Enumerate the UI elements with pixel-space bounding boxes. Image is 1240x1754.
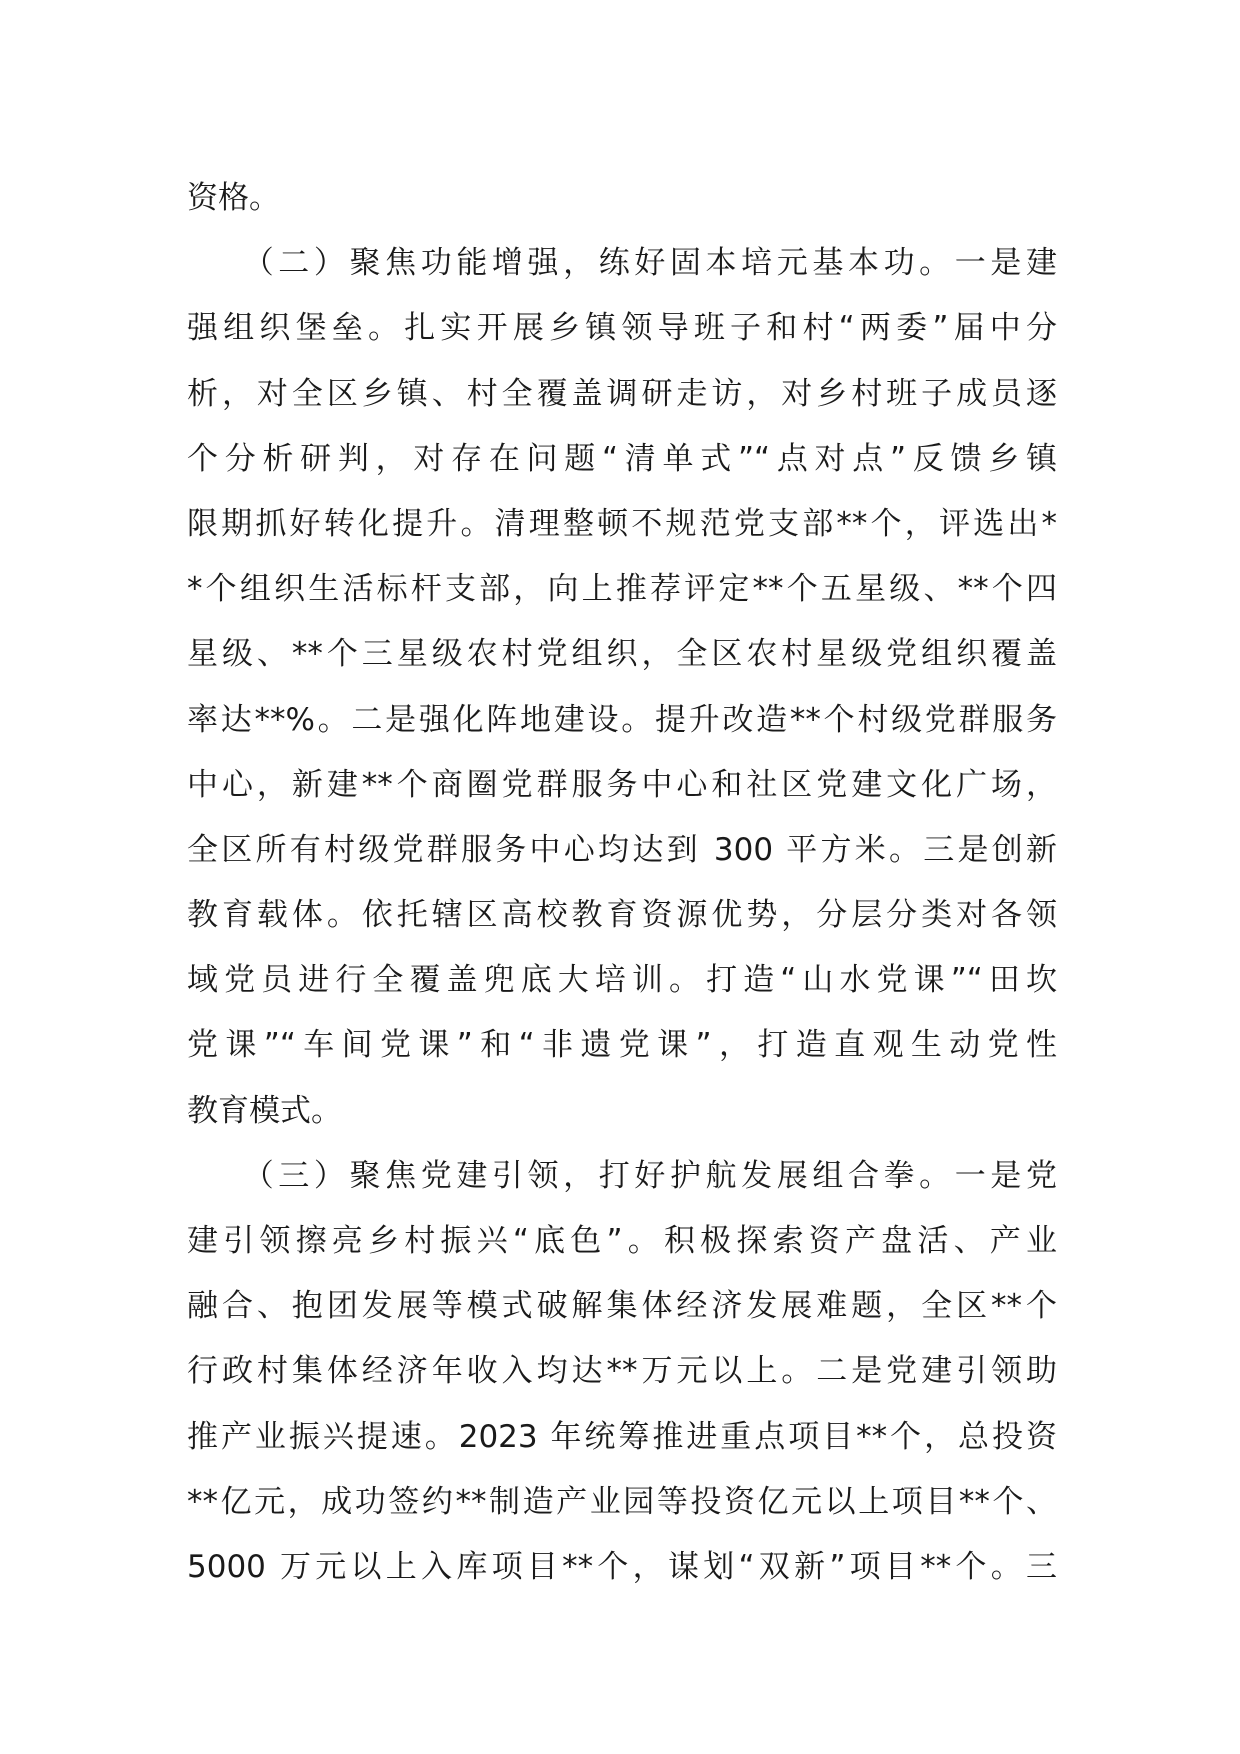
text-line: 中心，新建**个商圈党群服务中心和社区党建文化广场， bbox=[187, 766, 1057, 803]
text-line: 资格。 bbox=[187, 180, 280, 216]
text-line: 推产业振兴提速。2023 年统筹推进重点项目**个，总投资 bbox=[187, 1418, 1057, 1455]
text-line: 个分析研判，对存在问题“清单式”“点对点”反馈乡镇 bbox=[187, 440, 1057, 477]
text-line: 域党员进行全覆盖兜底大培训。打造“山水党课”“田坎 bbox=[187, 962, 1057, 999]
text-line: 限期抓好转化提升。清理整顿不规范党支部**个，评选出* bbox=[187, 505, 1057, 542]
text-line: 党课”“车间党课”和“非遗党课”，打造直观生动党性 bbox=[187, 1027, 1057, 1064]
text-line: *个组织生活标杆支部，向上推荐评定**个五星级、**个四 bbox=[187, 571, 1057, 608]
text-line: **亿元，成功签约**制造产业园等投资亿元以上项目**个、 bbox=[187, 1483, 1057, 1520]
text-line: 率达**%。二是强化阵地建设。提升改造**个村级党群服务 bbox=[187, 701, 1057, 738]
text-line: 析，对全区乡镇、村全覆盖调研走访，对乡村班子成员逐 bbox=[187, 375, 1057, 412]
text-line: 5000 万元以上入库项目**个，谋划“双新”项目**个。三 bbox=[187, 1548, 1057, 1585]
text-line: 教育模式。 bbox=[187, 1092, 342, 1129]
text-line: 融合、抱团发展等模式破解集体经济发展难题，全区**个 bbox=[187, 1288, 1057, 1325]
text-line: 星级、**个三星级农村党组织，全区农村星级党组织覆盖 bbox=[187, 636, 1057, 673]
text-line: 建引领擦亮乡村振兴“底色”。积极探索资产盘活、产业 bbox=[187, 1223, 1057, 1259]
text-line: 全区所有村级党群服务中心均达到 300 平方米。三是创新 bbox=[187, 831, 1057, 868]
text-line: （二）聚焦功能增强，练好固本培元基本功。一是建 bbox=[187, 245, 1057, 282]
text-line: 强组织堡垒。扎实开展乡镇领导班子和村“两委”届中分 bbox=[187, 310, 1057, 347]
text-line: （三）聚焦党建引领，打好护航发展组合拳。一是党 bbox=[187, 1157, 1057, 1194]
text-line: 行政村集体经济年收入均达**万元以上。二是党建引领助 bbox=[187, 1353, 1057, 1390]
text-line: 教育载体。依托辖区高校教育资源优势，分层分类对各领 bbox=[187, 897, 1057, 934]
document-body bbox=[187, 166, 1057, 1600]
